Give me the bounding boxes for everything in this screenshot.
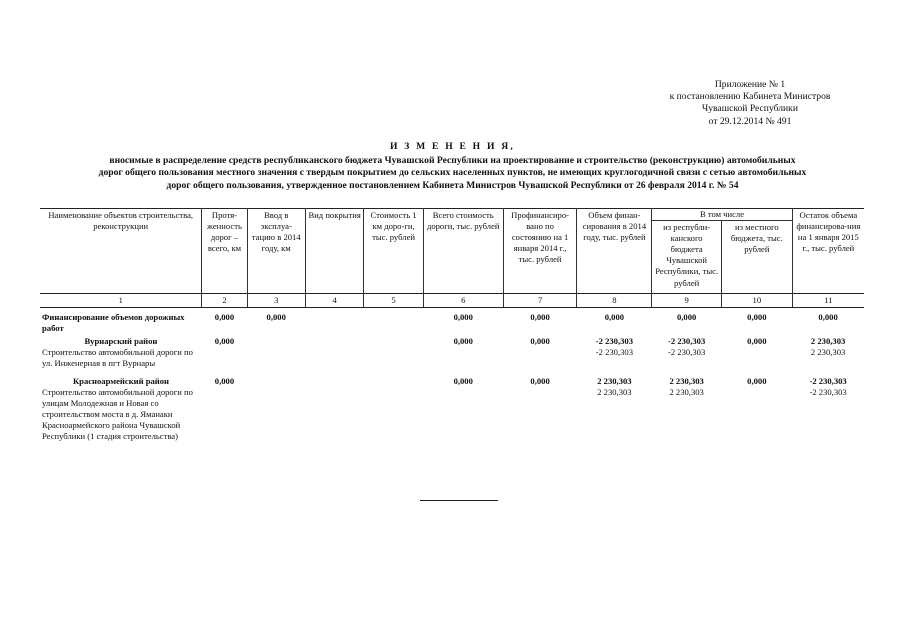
table-row	[40, 376, 864, 443]
header-total-cost: Всего стоимость дороги, тыс. рублей	[423, 209, 503, 294]
cell-republic-budget	[652, 334, 722, 375]
cell-local-budget: 0,000	[747, 375, 767, 386]
cell-value-object: 2 230,303	[810, 347, 846, 358]
cell-surface	[305, 334, 363, 375]
cell-length: 0,000	[214, 312, 235, 323]
column-number: 5	[364, 294, 423, 308]
cell-total-cost: 0,000	[453, 312, 473, 323]
cell-value-total: 2 230,303	[669, 375, 704, 386]
document-title: И З М Е Н Е Н И Я,	[390, 141, 515, 152]
cell-cost-per-km	[364, 376, 423, 443]
header-local-budget: из местного бюджета, тыс. рублей	[721, 221, 792, 294]
cell-value-object: 2 230,303	[669, 386, 704, 397]
column-number: 7	[503, 294, 577, 308]
heading-line-3: дорог общего пользования, утвержденное постановлением Кабинета Министров Чувашской Республики от 26 февраля 2014 г. № 54	[166, 179, 739, 191]
column-number: 6	[423, 294, 503, 308]
table-header-row	[40, 209, 864, 221]
cell-value-total: 2 230,303	[597, 375, 632, 386]
table-row	[40, 334, 864, 375]
column-number: 11	[792, 294, 864, 308]
cell-value-object: 2 230,303	[597, 386, 632, 397]
cell-value-total: -2 230,303	[809, 375, 847, 386]
heading-line-2: дорог общего пользования местного значения с твердым покрытием до сельских населенных пунктов, не имеющих круглогодичной связи с сетью автомобильных	[98, 167, 807, 179]
cell-length: 0,000	[214, 336, 235, 347]
cell-surface	[305, 376, 363, 443]
region-name: Вурнарский район	[84, 336, 158, 347]
column-numbers-row	[40, 294, 864, 308]
cell-total-cost: 0,000	[453, 336, 473, 347]
cell-remaining: 0,000	[818, 312, 838, 323]
header-commissioning: Ввод в эксплуа-тацию в 2014 году, км	[247, 209, 305, 294]
cell-cost-per-km	[364, 334, 423, 375]
header-length: Протя-женность дорог – всего, км	[202, 209, 247, 294]
row-krasnoarmeisky-name	[40, 376, 202, 443]
column-number: 3	[247, 294, 305, 308]
cell-commissioning: 0,000	[266, 312, 286, 323]
header-republic-budget: из республи-канского бюджета Чувашской Республики, тыс. рублей	[652, 221, 722, 294]
cell-financing-2014	[577, 334, 652, 375]
document-heading	[30, 141, 875, 192]
cell-length: 0,000	[214, 375, 235, 386]
cell-commissioning	[247, 334, 305, 375]
region-name: Красноармейский район	[72, 375, 169, 386]
cell-financing-2014: 0,000	[604, 312, 625, 323]
cell-financed: 0,000	[530, 375, 550, 386]
heading-line-1: вносимые в распределение средств республиканского бюджета Чувашской Республики на проектирование и строительство (реконструкцию) автомобильных	[109, 154, 796, 166]
cell-commissioning	[247, 376, 305, 443]
cell-value-object: -2 230,303	[809, 386, 847, 397]
cell-value-total: 2 230,303	[810, 336, 846, 347]
column-number: 4	[305, 294, 363, 308]
appendix-block	[630, 79, 870, 128]
column-number: 9	[652, 294, 722, 308]
object-name: Строительство автомобильной дороги по ул. Инженерная в пгт Вурнары	[42, 347, 193, 369]
appendix-line-2: к постановлению Кабинета Министров	[669, 91, 831, 103]
cell-value-object: -2 230,303	[595, 347, 634, 358]
cell-remaining	[792, 334, 864, 375]
appendix-line-1: Приложение № 1	[714, 79, 786, 90]
table-row	[40, 308, 864, 335]
cell-total-cost: 0,000	[453, 375, 473, 386]
cell-value-object: -2 230,303	[668, 347, 706, 358]
header-including-group: В том числе	[652, 209, 792, 221]
cell-financed: 0,000	[530, 336, 550, 347]
row-vurnary-name	[40, 334, 202, 375]
cell-financing-2014	[577, 376, 652, 443]
cell-local-budget: 0,000	[747, 312, 767, 323]
header-object-name: Наименование объектов строительства, реконструкции	[40, 209, 202, 294]
closing-line	[420, 500, 498, 501]
header-cost-per-km: Стоимость 1 км доро-ги, тыс. рублей	[364, 209, 423, 294]
column-number: 2	[202, 294, 247, 308]
cell-republic-budget: 0,000	[676, 312, 697, 323]
column-number: 1	[40, 294, 202, 308]
row-total-name	[40, 308, 202, 335]
cell-remaining	[792, 376, 864, 443]
appendix-line-3: Чувашской Республики	[702, 103, 798, 115]
object-name: Строительство автомобильной дороги по улицам Молодежная и Новая со строительством моста в д. Яманаки Красноармейского района Чувашской Республики (1 стадия строительства)	[42, 386, 193, 442]
cell-value-total: -2 230,303	[595, 336, 634, 347]
header-surface-type: Вид покрытия	[305, 209, 363, 294]
column-number: 10	[721, 294, 792, 308]
header-remaining: Остаток объема финансирова-ния на 1 января 2015 г., тыс. рублей	[792, 209, 864, 294]
cell-cost-per-km	[364, 308, 423, 335]
column-number: 8	[577, 294, 652, 308]
cell-local-budget: 0,000	[747, 336, 767, 347]
header-financed: Профинансиро-вано по состоянию на 1 января 2014 г., тыс. рублей	[503, 209, 577, 294]
total-label: Финансирование объемов дорожных работ	[42, 312, 185, 334]
header-financing-2014: Объем финан-сирования в 2014 году, тыс. рублей	[577, 209, 652, 294]
cell-republic-budget	[652, 376, 722, 443]
appendix-line-4: от 29.12.2014 № 491	[708, 115, 792, 127]
cell-surface	[305, 308, 363, 335]
changes-table	[40, 208, 864, 442]
cell-value-total: -2 230,303	[668, 336, 706, 347]
cell-financed: 0,000	[530, 312, 550, 323]
